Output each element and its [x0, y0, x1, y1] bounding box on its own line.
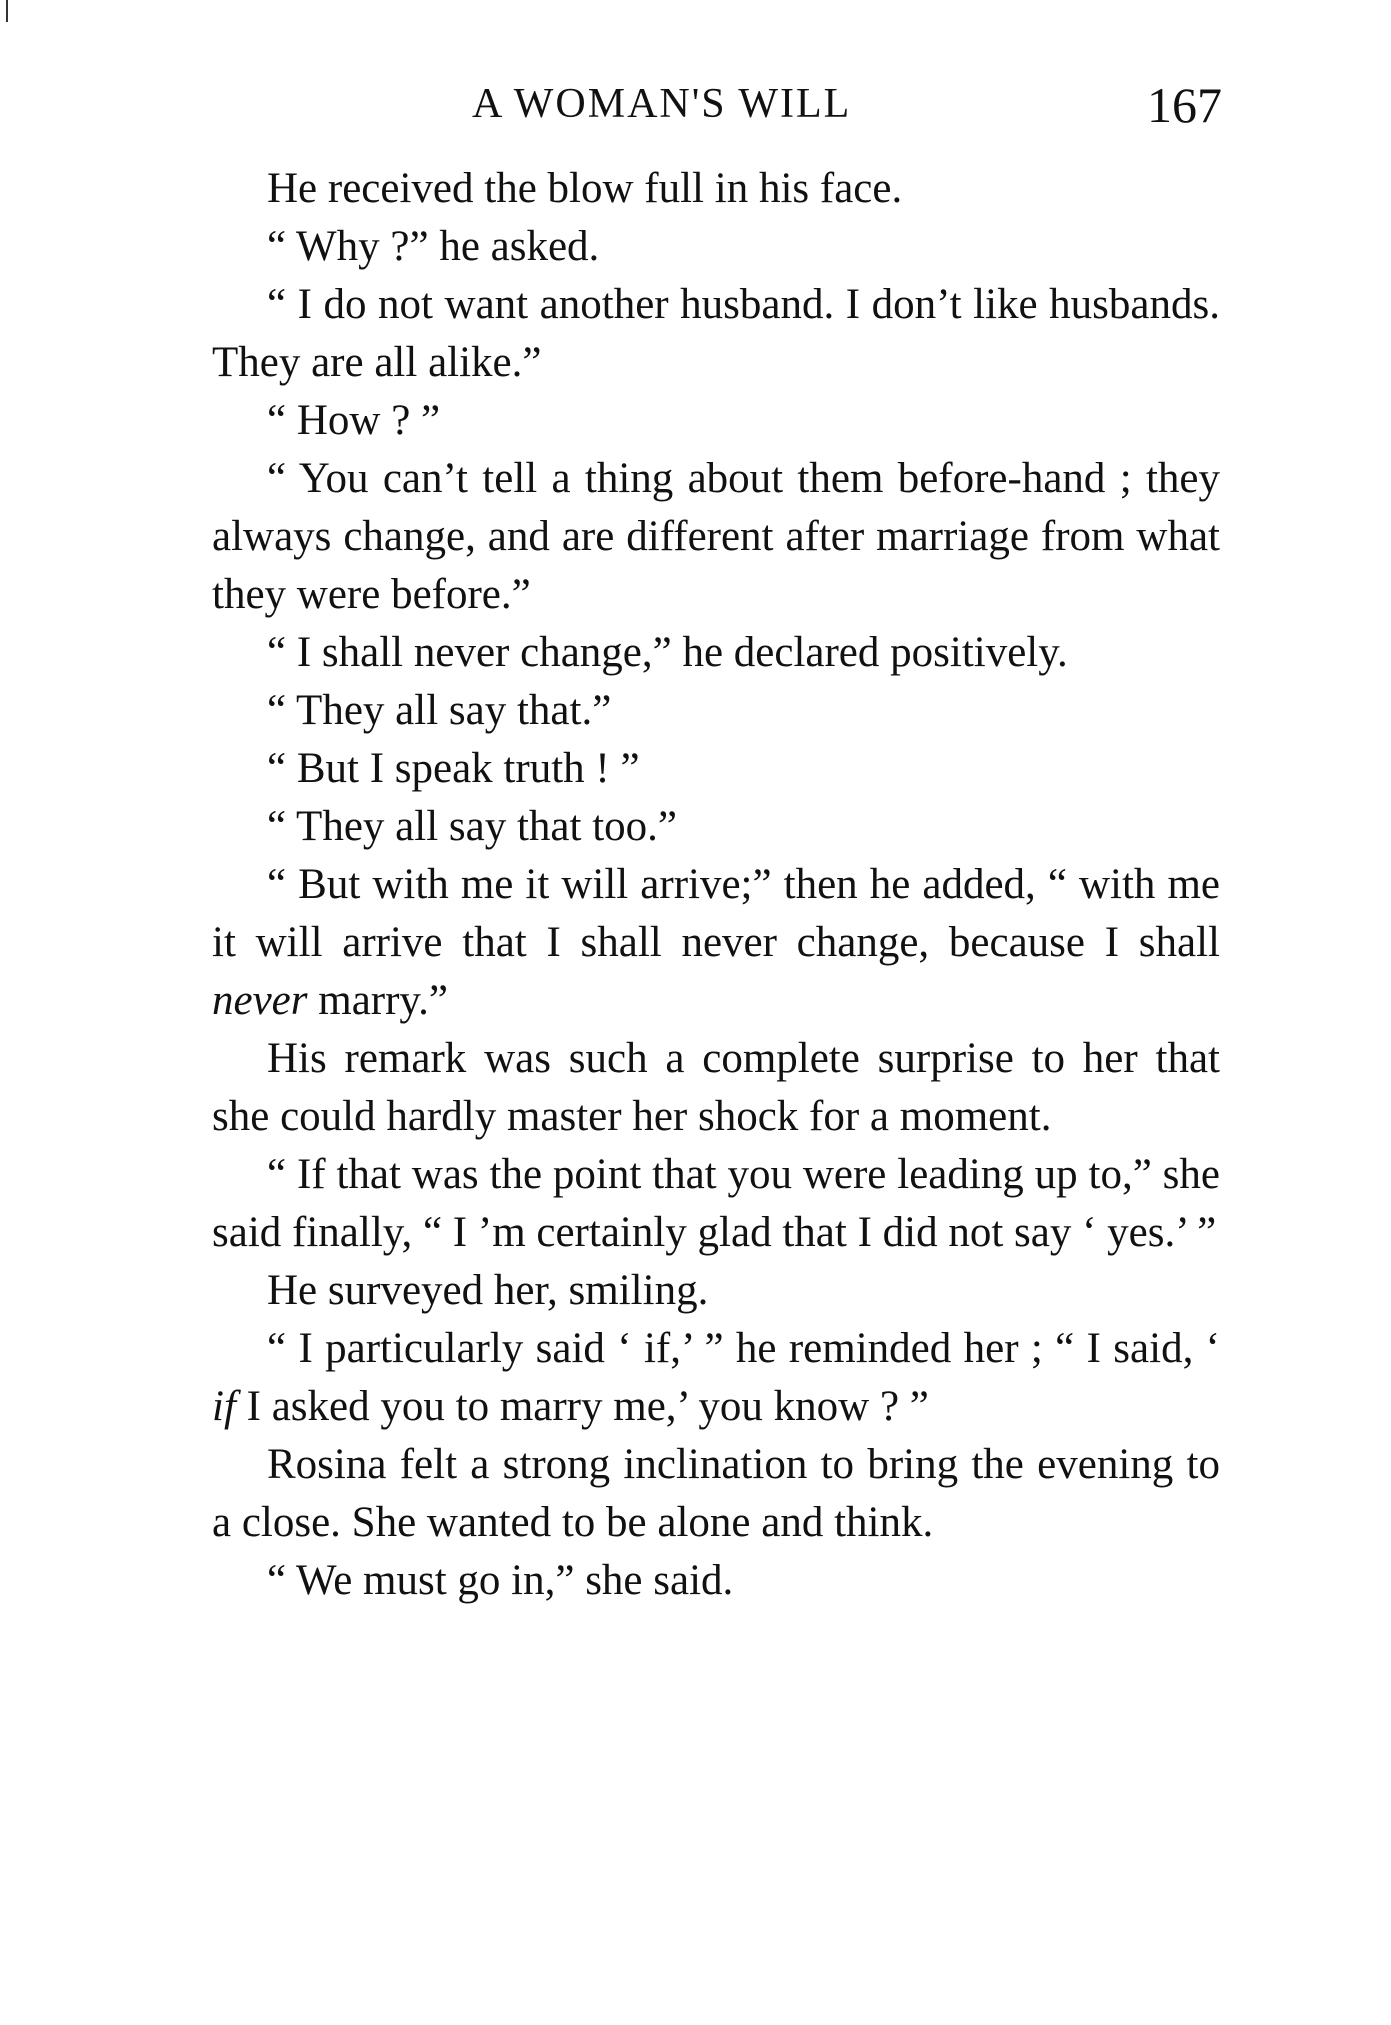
paragraph	[212, 160, 1220, 218]
text-run: His remark was such a complete surprise to her that she could hardly master her shock for a moment.	[212, 1035, 1220, 1140]
text-run: “ We must go in,” she said.	[267, 1557, 734, 1604]
text-run: “ You can’t tell a thing about them before-hand ; they always change, and are different after marriage from what they were before.”	[212, 455, 1220, 618]
paragraph	[212, 1436, 1220, 1552]
paragraph	[212, 682, 1220, 740]
text-run: “ But with me it will arrive;” then he added, “ with me it will arrive that I shall never change, because I shall	[212, 861, 1220, 966]
text-run: “ But I speak truth ! ”	[267, 745, 640, 792]
text-run: “ I do not want another husband. I don’t like husbands. They are all alike.”	[212, 281, 1220, 386]
text-run: “ Why ?” he asked.	[267, 223, 600, 270]
paragraph	[212, 392, 1220, 450]
paragraph	[212, 218, 1220, 276]
text-run: “ I shall never change,” he declared positively.	[267, 629, 1068, 676]
page-number: 167	[1147, 77, 1222, 133]
body-text	[212, 160, 1220, 1610]
paragraph	[212, 450, 1220, 624]
paragraph	[212, 1030, 1220, 1146]
running-title: A WOMAN'S WILL	[472, 81, 852, 127]
text-run: marry.”	[307, 977, 448, 1024]
text-run: Rosina felt a strong inclination to bring the evening to a close. She wanted to be alone and think.	[212, 1441, 1220, 1546]
text-run: “ How ? ”	[267, 397, 441, 444]
paragraph	[212, 1146, 1220, 1262]
text-run: “ I particularly said ‘ if,’ ” he reminded her ; “ I said, ‘	[267, 1325, 1220, 1372]
paragraph	[212, 624, 1220, 682]
paragraph	[212, 276, 1220, 392]
paragraph	[212, 1552, 1220, 1610]
paragraph	[212, 798, 1220, 856]
text-run: I asked you to marry me,’ you know ? ”	[235, 1383, 929, 1430]
running-head	[212, 77, 1222, 140]
text-run: “ If that was the point that you were leading up to,” she said finally, “ I ’m certainly glad that I did not say ‘ yes.’ ”	[212, 1151, 1220, 1256]
text-run: He received the blow full in his face.	[267, 165, 903, 212]
text-run: “ They all say that.”	[267, 687, 612, 734]
text-run: He surveyed her, smiling.	[267, 1267, 709, 1314]
paragraph	[212, 856, 1220, 1030]
italic-run: if	[212, 1383, 236, 1430]
scan-edge-mark	[6, 0, 8, 22]
paragraph	[212, 1320, 1220, 1436]
italic-run: never	[212, 977, 308, 1024]
paragraph	[212, 740, 1220, 798]
paragraph	[212, 1262, 1220, 1320]
text-run: “ They all say that too.”	[267, 803, 677, 850]
